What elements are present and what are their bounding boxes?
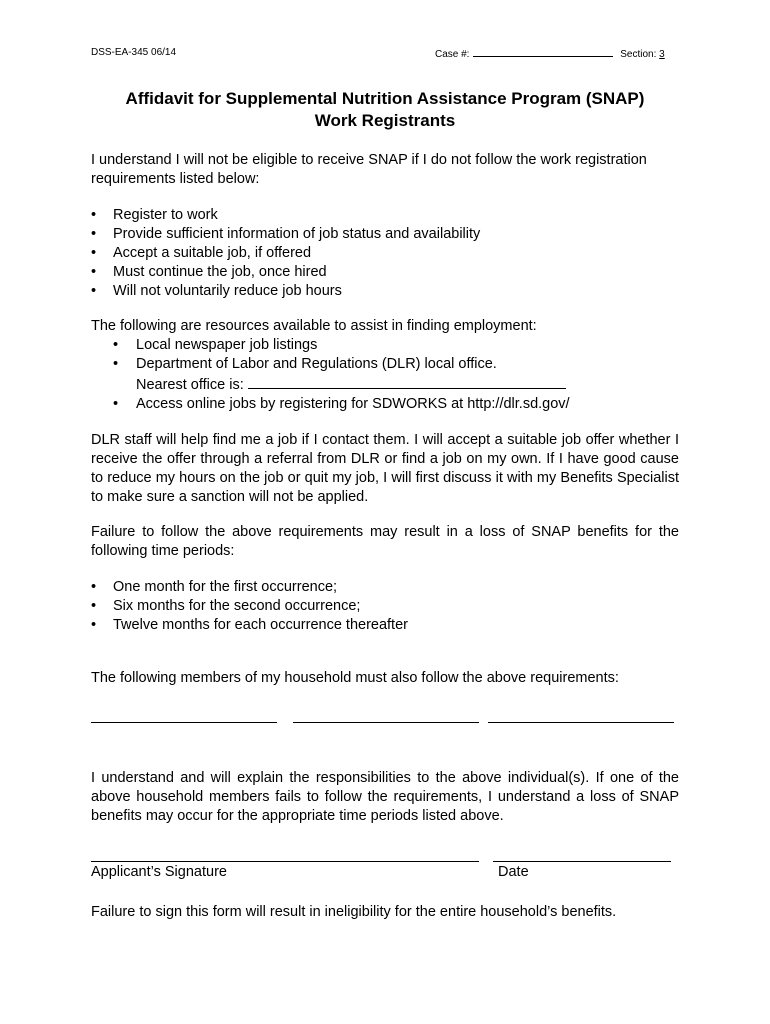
requirements-list (91, 206, 679, 301)
household-member-field-2[interactable] (293, 705, 479, 723)
list-item: • Local newspaper job listings (91, 336, 679, 355)
title-line-1: Affidavit for Supplemental Nutrition Assistance Program (SNAP) (125, 89, 645, 108)
failure-paragraph: Failure to follow the above requirements may result in a loss of SNAP benefits for the following time periods: (91, 524, 679, 559)
list-item: • Must continue the job, once hired (91, 263, 679, 282)
household-member-field-1[interactable] (91, 705, 277, 723)
penalties-list (91, 578, 679, 635)
household-intro: The following members of my household must also follow the above requirements: (91, 670, 619, 686)
form-id: DSS-EA-345 06/14 (91, 47, 177, 58)
footer-note: Failure to sign this form will result in ineligibility for the entire household’s benefits. (91, 904, 617, 920)
list-item: • Accept a suitable job, if offered (91, 244, 679, 263)
date-label: Date (498, 864, 529, 880)
dlr-office-text: Department of Labor and Regulations (DLR) local office. (136, 356, 497, 372)
case-label: Case #: (435, 49, 470, 60)
intro-paragraph: I understand I will not be eligible to receive SNAP if I do not follow the work registration requirements listed below: (91, 152, 647, 187)
section-label: Section: (620, 49, 657, 60)
understand-paragraph: I understand and will explain the responsibilities to the above individual(s). If one of the above household members fails to follow the requirements, I understand a loss of SNAP benefits may occur for the appropriate time periods listed above. (91, 770, 679, 824)
section-number: 3 (659, 49, 665, 60)
list-item: • Register to work (91, 206, 679, 225)
dlr-paragraph: DLR staff will help find me a job if I contact them. I will accept a suitable job offer whether I receive the offer through a referral from DLR or find a job on my own. If I have good cause to reduce my hours on the job or quit my job, I will first discuss it with my Benefits Specialist to make sure a sanction will not be applied. (91, 432, 679, 505)
page-title (0, 88, 770, 132)
household-member-fields (91, 705, 679, 725)
nearest-office-label: Nearest office is: (136, 377, 244, 393)
resources-list (91, 336, 679, 414)
nearest-office-field[interactable] (248, 374, 566, 389)
list-item: • Six months for the second occurrence; (91, 597, 679, 616)
form-body (91, 151, 679, 922)
applicant-signature-field[interactable] (91, 851, 479, 862)
title-line-2: Work Registrants (314, 111, 456, 130)
applicant-signature-label: Applicant’s Signature (91, 864, 227, 880)
case-section-block (435, 46, 665, 62)
list-item: • Twelve months for each occurrence thereafter (91, 616, 679, 635)
list-item: • One month for the first occurrence; (91, 578, 679, 597)
date-field[interactable] (493, 851, 671, 862)
resources-intro: The following are resources available to assist in finding employment: (91, 318, 537, 334)
case-number-field[interactable] (473, 46, 613, 57)
list-item: • Provide sufficient information of job status and availability (91, 225, 679, 244)
signature-row (91, 851, 679, 891)
list-item (91, 355, 679, 395)
household-member-field-3[interactable] (488, 705, 674, 723)
list-item: • Access online jobs by registering for SDWORKS at http://dlr.sd.gov/ (91, 395, 679, 414)
list-item: • Will not voluntarily reduce job hours (91, 282, 679, 301)
